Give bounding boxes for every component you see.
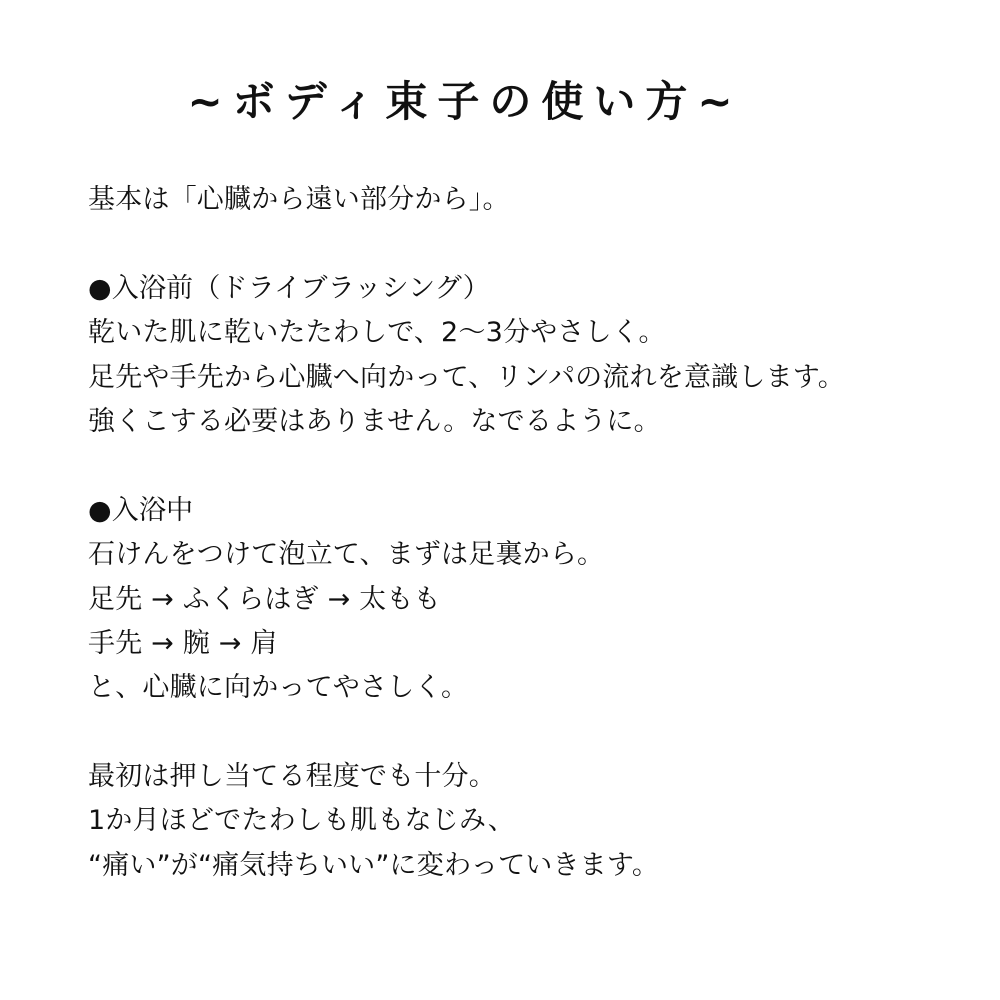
- closing-line: 最初は押し当てる程度でも十分。: [88, 761, 496, 793]
- instructions-body: [88, 178, 988, 888]
- intro-line: 基本は「心臓から遠い部分から」。: [88, 184, 510, 215]
- during-bath-heading: ●入浴中: [88, 494, 194, 526]
- spacer: [88, 444, 988, 488]
- before-bath-line: 乾いた肌に乾いたたわしで、2〜3分やさしく。: [88, 317, 666, 349]
- spacer: [88, 222, 988, 266]
- closing-line: “痛い”が“痛気持ちいい”に変わっていきます。: [88, 849, 660, 881]
- before-bath-heading: ●入浴前（ドライブラッシング）: [88, 272, 490, 304]
- during-bath-line: 石けんをつけて泡立て、まずは足裏から。: [88, 539, 605, 571]
- before-bath-line: 足先や手先から心臓へ向かって、リンパの流れを意識します。: [88, 361, 846, 393]
- during-bath-line: 足先 → ふくらはぎ → 太もも: [88, 583, 441, 615]
- closing-line: 1か月ほどでたわしも肌もなじみ、: [88, 805, 515, 837]
- before-bath-line: 強くこする必要はありません。なでるように。: [88, 405, 661, 437]
- page-title: ~ボディ束子の使い方~: [187, 77, 743, 126]
- during-bath-line: 手先 → 腕 → 肩: [88, 627, 278, 659]
- spacer: [88, 711, 988, 755]
- during-bath-line: と、心臓に向かってやさしく。: [88, 672, 469, 704]
